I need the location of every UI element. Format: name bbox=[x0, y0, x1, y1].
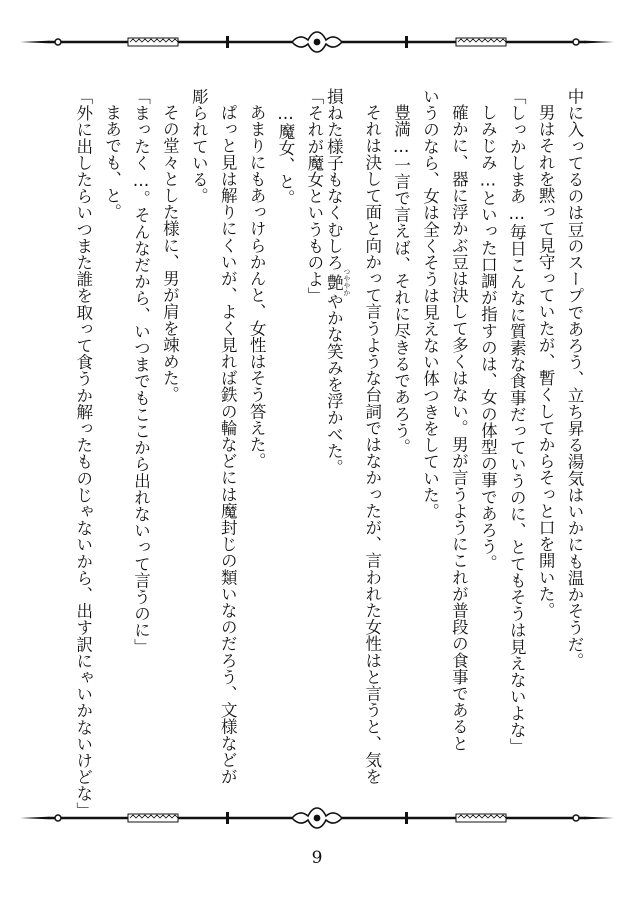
top-ornament-divider bbox=[20, 30, 614, 54]
text-column: 彫られている。 bbox=[189, 88, 209, 205]
text-column: しみじみ…といった口調が指すのは、女の体型の事であろう。 bbox=[478, 104, 498, 572]
text-column: 「それが魔女というものよ」 bbox=[304, 88, 324, 304]
text-column: あまりにもあっけらかんと、女性はそう答えた。 bbox=[247, 104, 267, 470]
ruby-base: 艶 bbox=[324, 267, 344, 296]
text-column: ぱっと見は解りにくいが、よく見れば鉄の輪などには魔封じの類いなのだろう、文様などが bbox=[218, 104, 238, 785]
ruby-reading: つややか bbox=[342, 267, 351, 297]
text-column: 確かに、器に浮かぶ豆は決して多くはない。男が言うようにこれが普段の食事であると bbox=[449, 104, 469, 752]
text-column: 中に入ってるのは豆のスープであろう、立ち昇る湯気はいかにも温かそうだ。 bbox=[565, 88, 584, 669]
text-column: その堂々とした様に、男が肩を竦めた。 bbox=[160, 104, 180, 403]
text-column: 「まったく…。そんなだから、いつまでもここから出れないって言うのに」 bbox=[131, 88, 151, 655]
text-column: …魔女、と。 bbox=[276, 104, 295, 207]
text-column: それは決して面と向かって言うような台詞ではなかったが、言われた女性はと言うと、気を bbox=[362, 104, 382, 785]
text-column: 男はそれを黙って見守っていたが、暫くしてからそっと口を開いた。 bbox=[536, 104, 556, 619]
page-number: 9 bbox=[311, 848, 323, 868]
bottom-ornament-divider bbox=[20, 806, 614, 830]
text-column: 「外に出したらいつまた誰を取って食うか解ったものじゃないから、出す訳にゃいかないけどな」 bbox=[73, 88, 93, 819]
text-column: いうのなら、女は全くそうは見えない体つきをしていた。 bbox=[420, 88, 440, 520]
text-column: 「しっかしまあ…毎日こんなに質素な食事だっていうのに、とてもそうは見えないよな」 bbox=[507, 88, 527, 755]
ruby-annotation bbox=[324, 267, 351, 297]
text-column: 損ねた様子もなくむしろ艶 つややかやかな笑みを浮かべた。 bbox=[324, 88, 351, 476]
text-column: まあでも、と。 bbox=[102, 104, 122, 221]
vertical-text-body bbox=[72, 88, 584, 819]
text-column: 豊満…一言で言えば、それに尽きるであろう。 bbox=[391, 104, 411, 456]
